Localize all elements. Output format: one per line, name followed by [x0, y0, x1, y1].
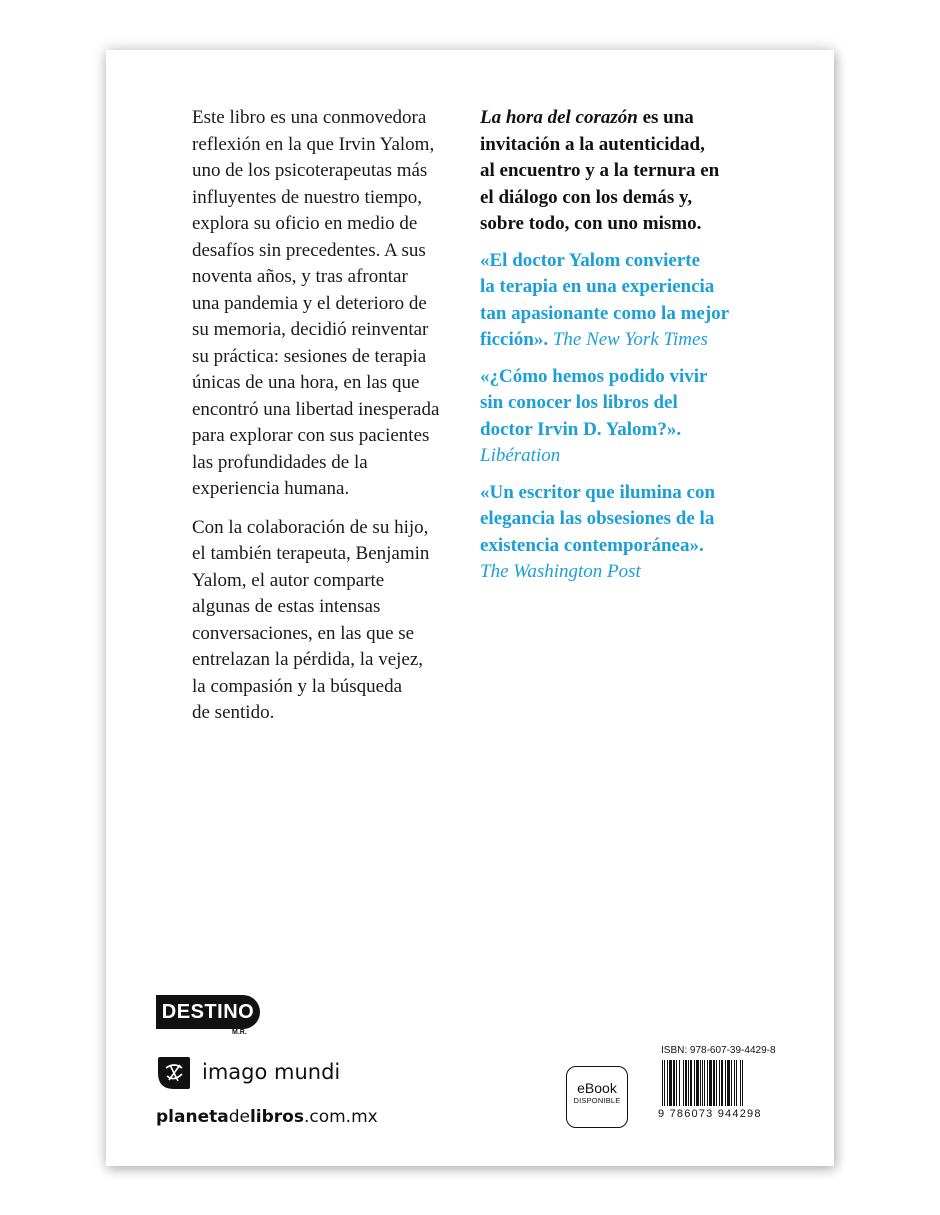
imago-mundi-logo-icon: [156, 1054, 192, 1092]
barcode-bar: [734, 1060, 735, 1106]
quote-text: «Un escritor que ilumina con elegancia las obsesiones de la existencia contemporánea».: [480, 481, 716, 556]
barcode-bar: [673, 1060, 675, 1106]
barcode-bar: [727, 1060, 730, 1106]
barcode-bar: [709, 1060, 712, 1106]
barcode-bar: [690, 1060, 692, 1106]
barcode-bar: [707, 1060, 708, 1106]
barcode-bar: [740, 1060, 741, 1106]
barcode-bar: [736, 1060, 737, 1106]
barcode-bar: [669, 1060, 672, 1106]
quote-source: The Washington Post: [480, 561, 641, 582]
barcode-bar: [683, 1060, 684, 1106]
barcode-bar: [694, 1060, 695, 1106]
barcode-bar: [664, 1060, 665, 1106]
isbn-label: ISBN: 978-607-39-4429-8: [661, 1045, 776, 1056]
barcode-bar: [721, 1060, 723, 1106]
barcode-bar: [700, 1060, 701, 1106]
barcode-bar: [696, 1060, 699, 1106]
barcode-bar: [731, 1060, 732, 1106]
praise-column: [480, 105, 770, 596]
barcode-bar: [679, 1060, 680, 1106]
barcode-bar: [676, 1060, 677, 1106]
barcode-bar: [716, 1060, 717, 1106]
barcode-digits: 9 786073 944298: [658, 1108, 762, 1120]
site-part: de: [228, 1107, 250, 1127]
quote-text: «¿Cómo hemos podido vivir sin conocer los libros del doctor Irvin D. Yalom?».: [480, 365, 708, 440]
quote-text: «El doctor Yalom convierte la terapia en una experiencia tan apasionante como la mejor ficción».: [480, 249, 730, 350]
site-part: libros: [249, 1107, 304, 1127]
barcode-bar: [667, 1060, 668, 1106]
destino-logo: DESTINO: [156, 995, 260, 1029]
ebook-badge: [566, 1066, 628, 1128]
barcode-bar: [719, 1060, 720, 1106]
quote-1: [480, 248, 770, 354]
site-part: planeta: [156, 1107, 229, 1127]
publisher-website: [156, 1107, 378, 1127]
barcode-bar: [688, 1060, 689, 1106]
quote-source: Libération: [480, 445, 561, 466]
barcode-bar: [662, 1060, 663, 1106]
quote-3: [480, 480, 770, 586]
barcode-bar: [704, 1060, 705, 1106]
barcode-bar: [725, 1060, 726, 1106]
book-title: La hora del corazón: [480, 107, 638, 128]
intro-body: es una invitación a la autenticidad, al encuentro y a la ternura en el diálogo con los demás y, sobre todo, con uno mismo.: [480, 107, 720, 234]
synopsis-paragraph-1: Este libro es una conmovedora reflexión en la que Irvin Yalom, uno de los psicoterapeutas más influyentes de nuestro tiempo, explora su oficio en medio de desafíos sin precedentes. A sus noventa años, y tras afrontar una pandemia y el deterioro de su memoria, decidió reinventar su práctica: sesiones de terapia únicas de una hora, en las que encontró una libertad inesperada para explorar con sus pacientes las profundidades de la experiencia humana.: [192, 107, 440, 499]
barcode-bar: [713, 1060, 715, 1106]
book-back-cover: [106, 50, 834, 1166]
ebook-label: eBook: [577, 1080, 617, 1096]
imago-mundi-label: imago mundi: [202, 1060, 341, 1084]
quote-source: The New York Times: [552, 329, 708, 350]
site-part: .com.mx: [303, 1107, 378, 1127]
intro-text: [480, 105, 770, 238]
synopsis-paragraph-2: Con la colaboración de su hijo, el también terapeuta, Benjamin Yalom, el autor comparte algunas de estas intensas conversaciones, en las que se entrelazan la pérdida, la vejez, la compasión y la búsqueda de sentido.: [192, 516, 430, 723]
barcode-bar: [742, 1060, 743, 1106]
trademark-mark: M.R.: [232, 1029, 247, 1036]
barcode-bar: [702, 1060, 703, 1106]
quote-2: [480, 364, 770, 470]
barcode: [662, 1060, 778, 1106]
synopsis: [192, 105, 472, 739]
barcode-bar: [685, 1060, 687, 1106]
ebook-available-label: DISPONIBLE: [573, 1096, 621, 1105]
